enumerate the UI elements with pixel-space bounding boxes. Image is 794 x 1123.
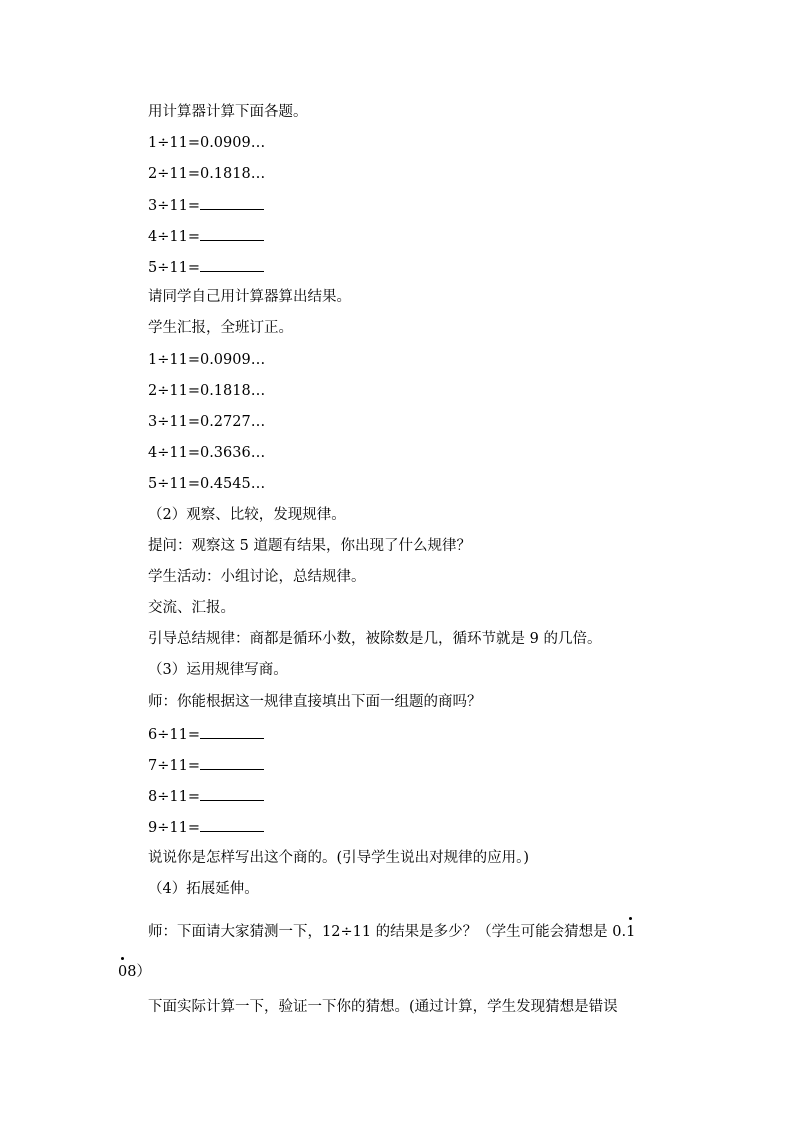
answer-blank (200, 195, 264, 210)
equation-text: 7÷11= (148, 758, 200, 774)
repeating-digit: 1 (626, 924, 636, 940)
text-line: 交流、汇报。 (148, 600, 235, 616)
text-line: 下面实际计算一下，验证一下你的猜想。(通过计算，学生发现猜想是错误 (148, 999, 618, 1015)
text-line: 师：你能根据这一规律直接填出下面一组题的商吗？ (148, 694, 482, 710)
equation-text: 6÷11= (148, 727, 200, 743)
section-heading: （2）观察、比较，发现规律。 (148, 507, 346, 523)
equation-line: 1÷11=0.0909… (148, 135, 266, 151)
answer-blank (200, 817, 264, 832)
text-line: 学生活动：小组讨论，总结规律。 (148, 569, 366, 585)
equation-blank-line (148, 817, 264, 838)
equation-line: 2÷11=0.1818… (148, 166, 266, 182)
equation-blank-line (148, 226, 264, 247)
equation-line: 1÷11=0.0909… (148, 352, 266, 368)
equation-text: 5÷11= (148, 260, 200, 276)
equation-blank-line (148, 724, 264, 745)
answer-blank (200, 257, 264, 272)
text-line: 提问：观察这 5 道题有结果，你出现了什么规律？ (148, 538, 471, 554)
instruction-line: 学生汇报，全班订正。 (148, 320, 293, 336)
equation-text: 9÷11= (148, 820, 200, 836)
text-line: 说说你是怎样写出这个商的。(引导学生说出对规律的应用。) (148, 850, 530, 866)
answer-blank (200, 226, 264, 241)
equation-line: 5÷11=0.4545… (148, 476, 266, 492)
equation-blank-line (148, 755, 264, 776)
answer-blank (200, 724, 264, 739)
answer-blank (200, 755, 264, 770)
equation-line: 4÷11=0.3636… (148, 445, 266, 461)
equation-text: 8÷11= (148, 789, 200, 805)
equation-line: 2÷11=0.1818… (148, 383, 266, 399)
section-heading: （3）运用规律写商。 (148, 662, 288, 678)
guess-tail: 8） (127, 964, 151, 980)
equation-line: 3÷11=0.2727… (148, 414, 266, 430)
guess-continuation (118, 962, 151, 982)
repeating-digit: 0 (118, 964, 128, 980)
guess-text: 师：下面请大家猜测一下，12÷11 的结果是多少？（学生可能会猜想是 0. (148, 924, 627, 940)
equation-text: 3÷11= (148, 198, 200, 214)
equation-blank-line (148, 195, 264, 216)
equation-text: 4÷11= (148, 229, 200, 245)
equation-blank-line (148, 786, 264, 807)
answer-blank (200, 786, 264, 801)
text-line: 引导总结规律：商都是循环小数，被除数是几，循环节就是 9 的几倍。 (148, 631, 602, 647)
equation-blank-line (148, 257, 264, 278)
intro-line: 用计算器计算下面各题。 (148, 104, 308, 120)
guess-line (148, 922, 635, 942)
section-heading: （4）拓展延伸。 (148, 881, 259, 897)
instruction-line: 请同学自己用计算器算出结果。 (148, 289, 351, 305)
